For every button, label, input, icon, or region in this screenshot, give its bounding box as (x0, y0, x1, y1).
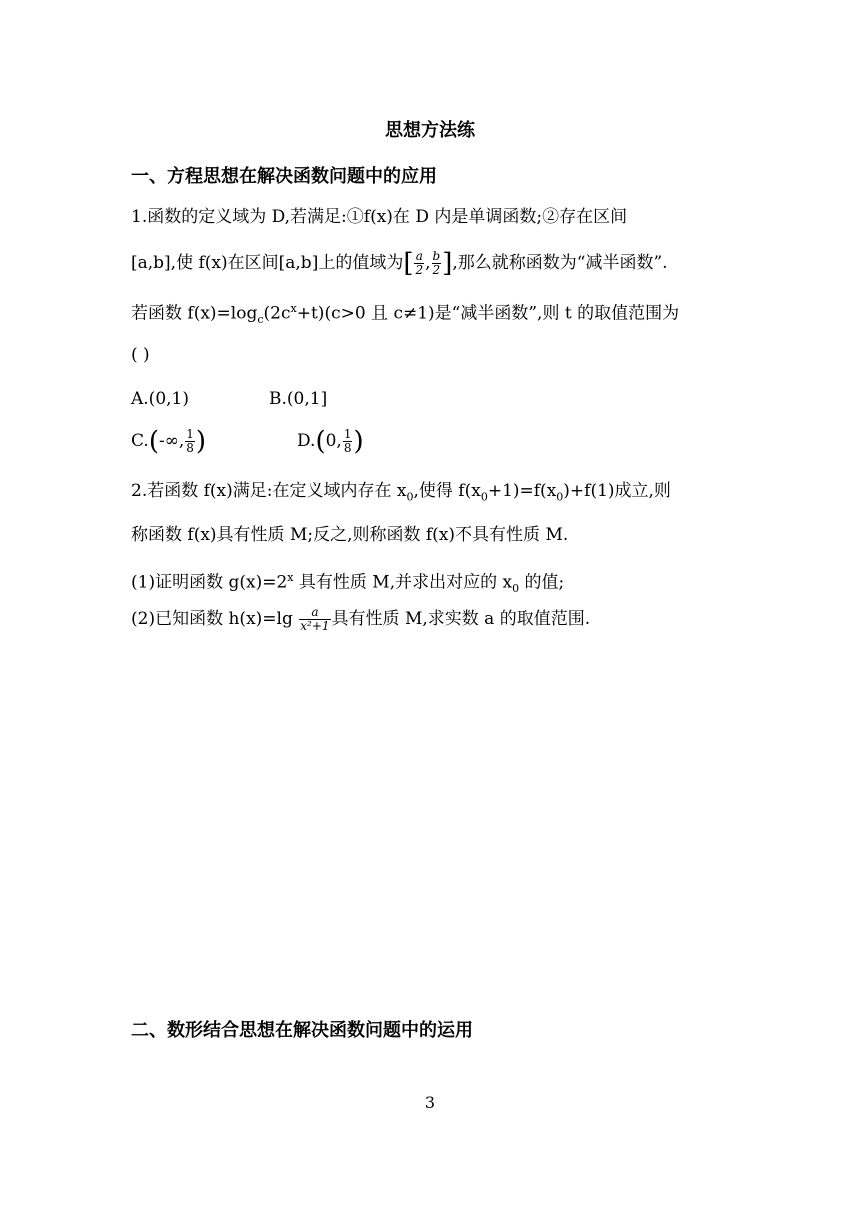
paren-open: ( (315, 426, 326, 457)
fraction-1-8 (185, 428, 195, 455)
q1-line-2: [a,b],使 f(x)在区间[a,b]上的值域为[ $\frac{a}{2}$ , $\frac{b}{2}$ ],那么就称函数为“减半函数”. (131, 248, 668, 279)
x0-sub: 0 (556, 490, 564, 504)
q2-line-1-text-d: )+f(1)成立,则 (563, 481, 671, 501)
exponent-x: x (290, 302, 297, 315)
q2-part-2 (131, 606, 590, 633)
option-d (297, 428, 364, 455)
frac-a-den: 2 (415, 263, 424, 277)
section-heading-2: 二、数形结合思想在解决函数问题中的运用 (131, 1020, 473, 1041)
q1-line-3-text-b: (2c (263, 303, 291, 324)
q2-part-2-text-b: 具有性质 M,求实数 a 的取值范围. (331, 609, 591, 629)
q1-line-3-text-a: 若函数 f(x)=log (131, 303, 258, 324)
x0-sub: 0 (512, 582, 520, 596)
fraction-b-over-2 (432, 250, 442, 277)
q1-line-1: 1.函数的定义域为 D,若满足:①f(x)在 D 内是单调函数;②存在区间 (131, 207, 628, 227)
q2-line-1 (131, 478, 671, 510)
paren-open: ( (148, 426, 159, 457)
left-bracket: [ (403, 248, 414, 279)
log-base-sub: c (257, 313, 264, 327)
paren-close: ) (353, 426, 364, 457)
q1-line-2-text-b: ,那么就称函数为“减半函数”. (452, 253, 668, 273)
x0-sub: 0 (480, 490, 488, 504)
option-d-zero: 0, (325, 431, 342, 451)
frac18-num: 1 (343, 427, 352, 441)
frac18-den: 8 (186, 441, 194, 455)
option-b: B.(0,1] (269, 389, 328, 409)
q1-line-3 (131, 296, 679, 333)
fraction-1-8 (343, 428, 353, 455)
q1-line-3-text-c: +t)(c>0 且 c≠1)是“减半函数”,则 t 的取值范围为 (296, 303, 680, 324)
frac-den: x²+1 (300, 619, 330, 633)
frac-num: a (299, 606, 330, 620)
x0-sub: 0 (406, 490, 414, 504)
page-number: 3 (424, 1093, 436, 1112)
paren-close: ) (195, 426, 207, 457)
frac-b-den: 2 (432, 263, 441, 277)
fraction-a-over-2 (414, 250, 424, 277)
option-c-label: C. (131, 431, 149, 451)
frac-a-num: a (415, 249, 423, 263)
frac18-num: 1 (186, 427, 194, 441)
right-bracket: ] (442, 248, 453, 279)
frac-b-num: b (432, 249, 441, 263)
q2-part-1-text-b: 具有性质 M,并求出对应的 x (293, 572, 513, 593)
option-c-inf: -∞, (158, 431, 185, 451)
q2-part-1 (131, 565, 564, 602)
option-a: A.(0,1) (131, 389, 189, 409)
option-c (131, 428, 206, 455)
q1-line-2-text-a: [a,b],使 f(x)在区间[a,b]上的值域为 (131, 253, 404, 273)
q2-part-2-text-a: (2)已知函数 h(x)=lg (131, 609, 299, 629)
section-heading-1: 一、方程思想在解决函数问题中的应用 (131, 166, 437, 187)
q2-part-1-text-a: (1)证明函数 g(x)=2 (131, 572, 288, 593)
q2-line-1-text-c: +1)=f(x (487, 481, 557, 501)
answer-blank: ( ) (131, 345, 150, 365)
q2-line-1-text-b: ,使得 f(x (413, 481, 481, 501)
q2-line-2: 称函数 f(x)具有性质 M;反之,则称函数 f(x)不具有性质 M. (131, 525, 569, 545)
frac18-den: 8 (343, 441, 352, 455)
q2-part-1-text-c: 的值; (519, 572, 565, 593)
option-d-label: D. (297, 431, 316, 451)
fraction-a-over-x2-plus-1 (299, 606, 330, 633)
q2-line-1-text-a: 2.若函数 f(x)满足:在定义域内存在 x (131, 481, 407, 501)
page-title: 思想方法练 (385, 120, 475, 141)
exponent-x: x (287, 571, 294, 584)
